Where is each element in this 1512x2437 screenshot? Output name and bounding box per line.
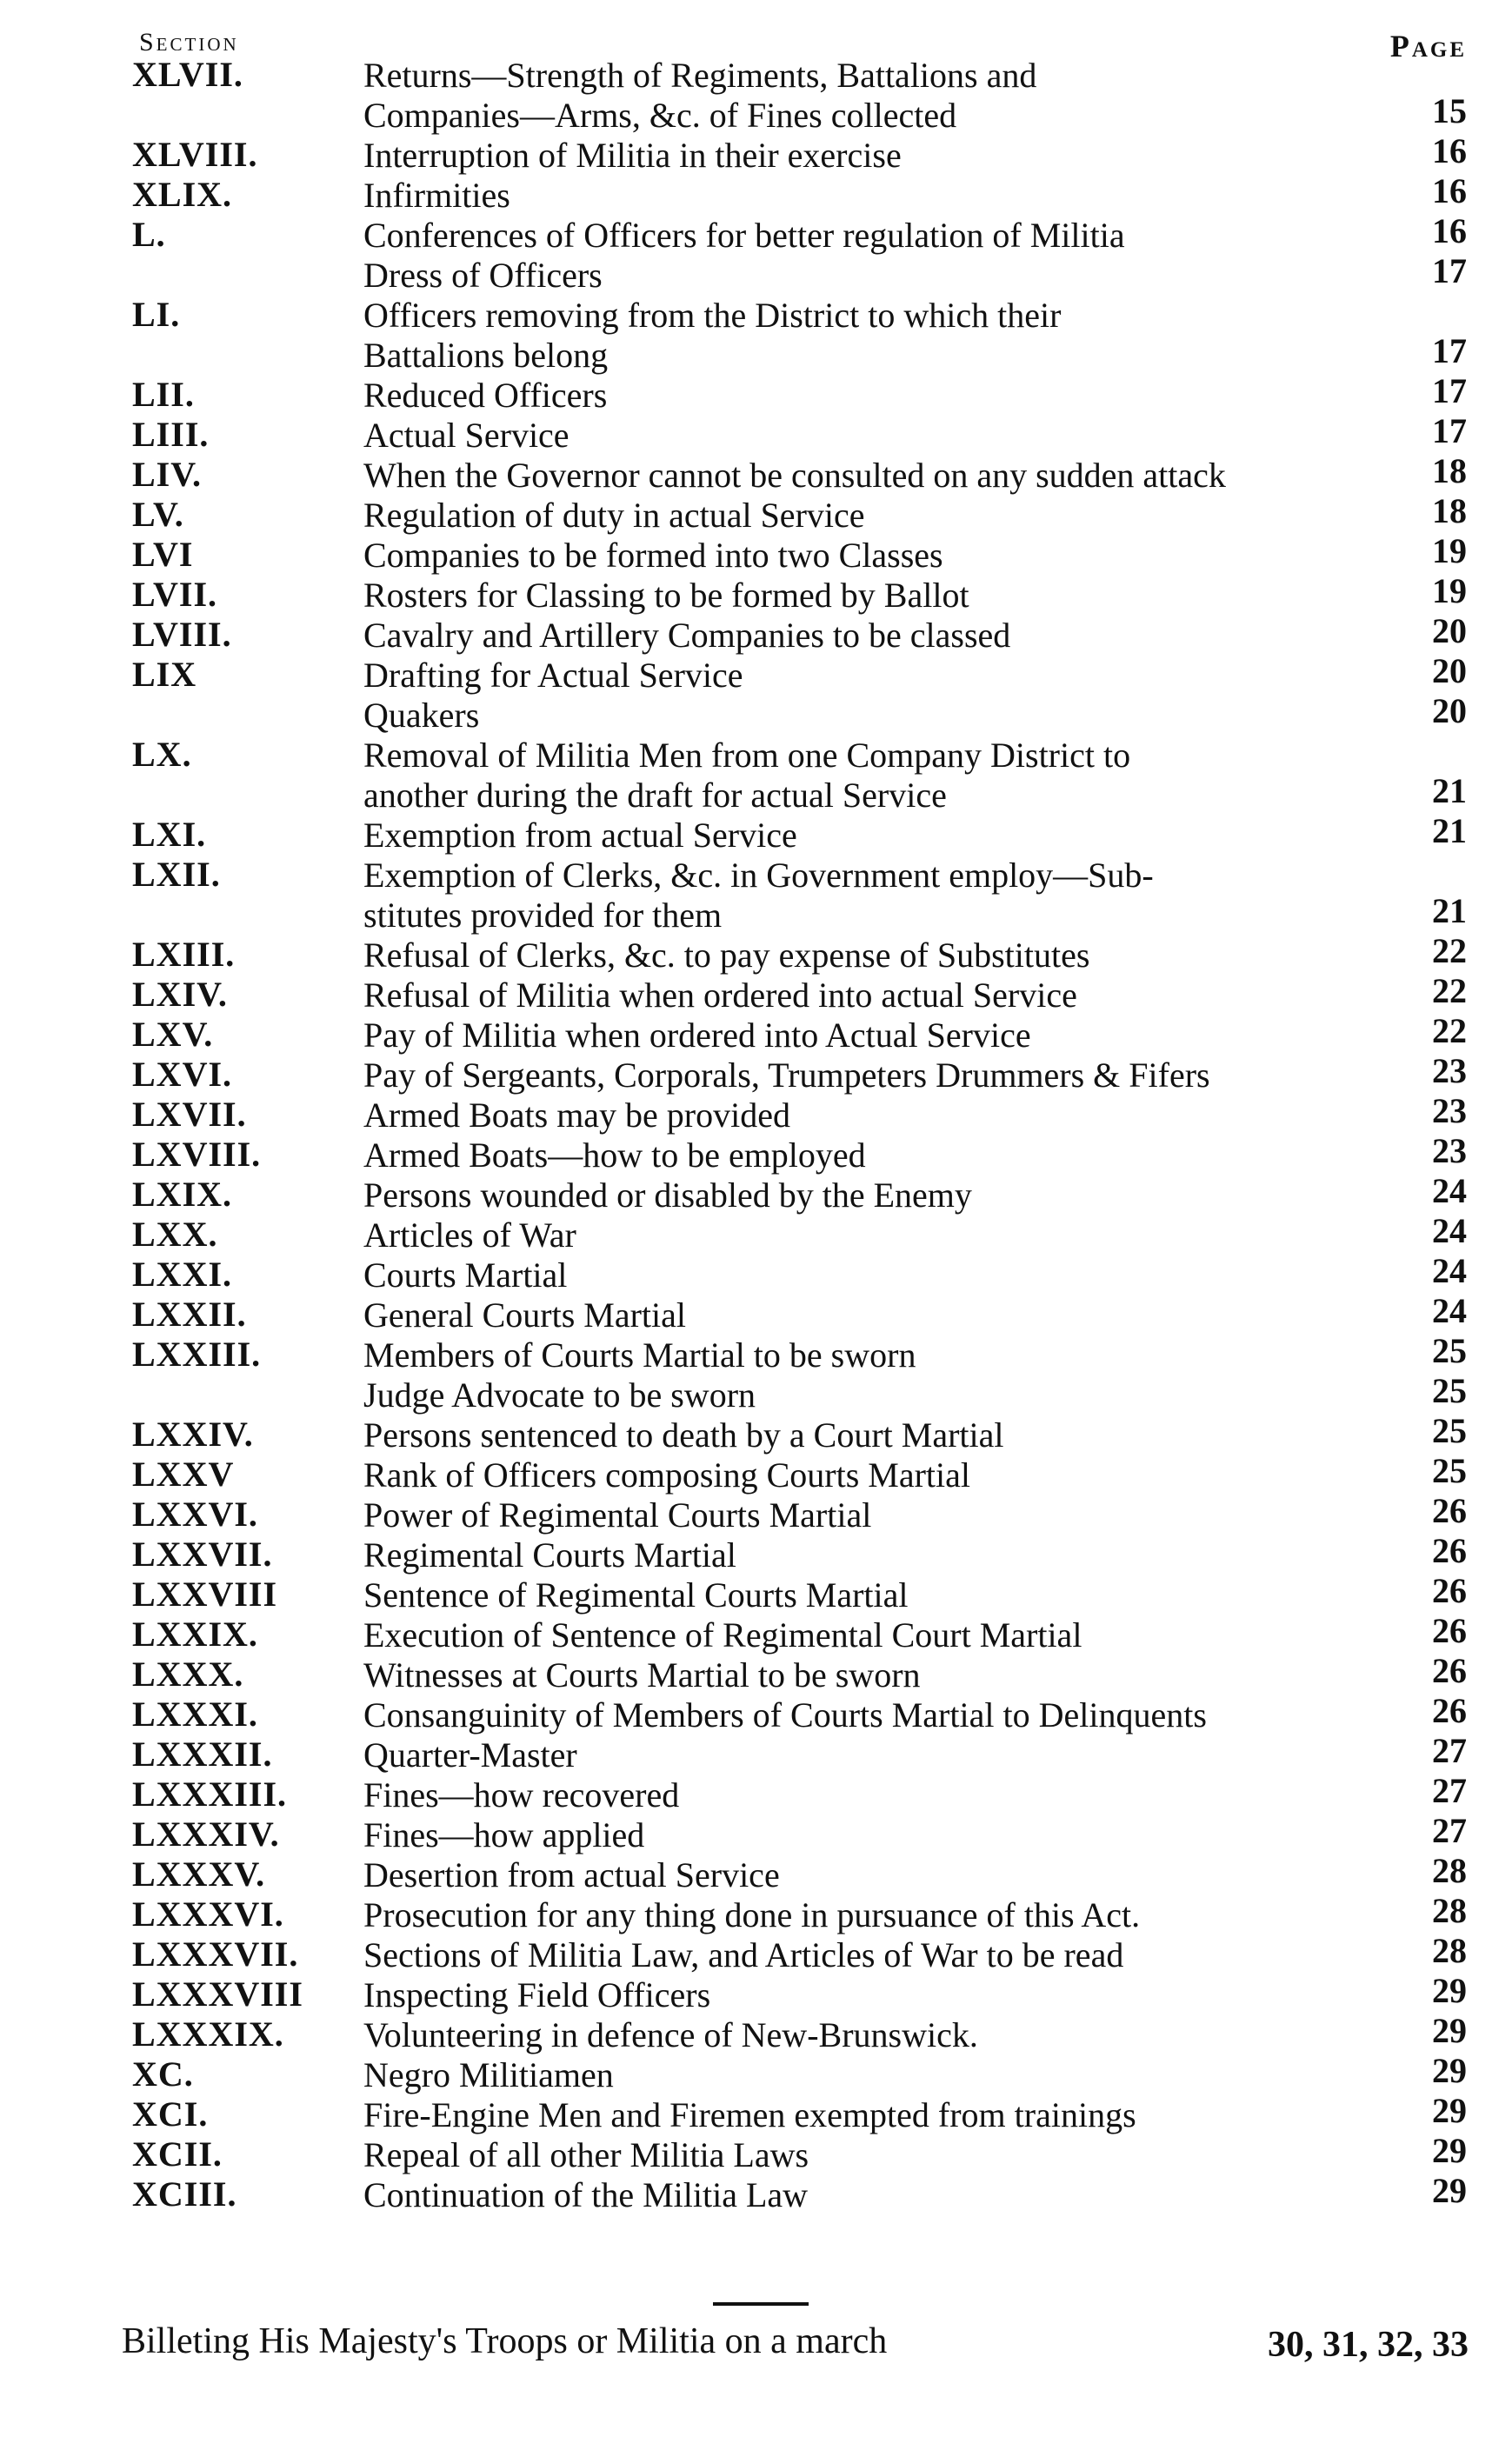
entry-title: Returns—Strength of Regiments, Battalions and Companies—Arms, &c. of Fines collected [363,56,1037,135]
entry-title: Desertion from actual Service [363,1855,780,1894]
toc-row [0,2131,1512,2174]
page-number: 25 [1432,1371,1467,1410]
page-number: 26 [1432,1491,1467,1530]
section-number: LXXXIX. [132,2014,284,2054]
page-number: 27 [1432,1731,1467,1770]
entry-title: Persons wounded or disabled by the Enemy [363,1175,972,1215]
page-column-header: Page [1389,29,1467,63]
entry-title: Pay of Militia when ordered into Actual Service [363,1015,1031,1055]
page-number: 16 [1432,211,1467,250]
entry-title: Officers removing from the District to which their Battalions belong [363,296,1062,375]
section-number: XCIII. [132,2174,237,2214]
entry-title: Members of Courts Martial to be sworn [363,1335,916,1375]
section-number: LXXXIII. [132,1774,288,1814]
entry-title: Volunteering in defence of New-Brunswick. [363,2015,978,2054]
page-number: 29 [1432,2011,1467,2050]
toc-row [0,1331,1512,1375]
entry-title: Witnesses at Courts Martial to be sworn [363,1655,921,1695]
section-number: LXXXVI. [132,1894,284,1934]
section-number: LXXIX. [132,1615,258,1654]
entry-title: Persons sentenced to death by a Court Martial [363,1415,1004,1455]
toc-row [0,411,1512,455]
section-number: LIII. [132,415,210,454]
toc-row [0,1891,1512,1934]
section-number: LXXXVII. [132,1934,299,1974]
page-number: 22 [1432,1011,1467,1050]
toc-row [0,1291,1512,1335]
page-number: 29 [1432,1971,1467,2010]
section-number: LXXIII. [132,1335,262,1374]
toc-row [0,1971,1512,2014]
section-number: LXXXII. [132,1735,273,1774]
entry-title: Dress of Officers [363,256,603,295]
entry-title: Quakers [363,696,480,735]
page-number: 28 [1432,1851,1467,1890]
page-number: 15 [1432,91,1467,130]
section-number: LXI. [132,815,207,854]
footer-entry-title: Billeting His Majesty's Troops or Militia on a march [122,2321,888,2361]
toc-row [0,1611,1512,1655]
section-number: LXIII. [132,935,236,974]
toc-row [0,211,1512,255]
toc-row [0,531,1512,575]
entry-title: Negro Militiamen [363,2055,614,2094]
page-number: 26 [1432,1571,1467,1610]
page-number: 18 [1432,451,1467,490]
entry-title: Rosters for Classing to be formed by Ballot [363,576,969,615]
footer-entry-pages: 30, 31, 32, 33 [1268,2325,1469,2365]
entry-title: Pay of Sergeants, Corporals, Trumpeters Drummers & Fifers [363,1055,1210,1095]
toc-row [0,491,1512,535]
entry-title: Reduced Officers [363,376,608,415]
section-number: LXIV. [132,975,228,1014]
entry-title: Removal of Militia Men from one Company District to another during the draft for actual Service [363,736,1131,815]
section-number: LX. [132,735,192,774]
section-number: XCII. [132,2134,223,2174]
page-number: 16 [1432,131,1467,170]
toc-row [0,691,1512,735]
page-number: 27 [1432,1771,1467,1810]
section-column-header: Section [139,28,239,57]
section-number: XLVIII. [132,135,258,174]
page-number: 24 [1432,1291,1467,1330]
toc-row [0,294,1512,374]
entry-title: Exemption of Clerks, &c. in Government employ—Sub- stitutes provided for them [363,856,1154,935]
section-number: XLVII. [132,55,243,94]
page-number: 27 [1432,1811,1467,1850]
section-number: LVII. [132,575,218,614]
entry-title: Cavalry and Artillery Companies to be classed [363,616,1011,655]
page-number: 25 [1432,1411,1467,1450]
page-number: 24 [1432,1251,1467,1290]
section-number: LXXXV. [132,1854,266,1894]
toc-row [0,1571,1512,1615]
page-number: 25 [1432,1331,1467,1370]
page-number: 26 [1432,1611,1467,1650]
section-number: LVI [132,535,194,574]
toc-row [0,611,1512,655]
page-number: 29 [1432,2171,1467,2210]
page-number: 20 [1432,651,1467,690]
page-number: 28 [1432,1891,1467,1930]
entry-title: Refusal of Militia when ordered into actual Service [363,975,1077,1015]
section-number: XLIX. [132,175,233,214]
page-number: 26 [1432,1651,1467,1690]
toc-row [0,2011,1512,2054]
page-number: 21 [1432,891,1467,930]
page-number: 20 [1432,611,1467,650]
toc-row [0,1771,1512,1814]
page-number: 19 [1432,571,1467,610]
toc-row [0,1451,1512,1495]
toc-row [0,1051,1512,1095]
entry-title: Refusal of Clerks, &c. to pay expense of Substitutes [363,936,1090,975]
section-number: LXXV [132,1455,235,1494]
entry-title: Power of Regimental Courts Martial [363,1495,872,1535]
toc-row [0,171,1512,215]
page-number: 29 [1432,2131,1467,2170]
page-number: 18 [1432,491,1467,530]
section-number: LXXX. [132,1655,244,1694]
toc-row [0,651,1512,695]
page-number: 21 [1432,771,1467,810]
entry-title: Armed Boats may be provided [363,1095,790,1135]
entry-title: Regulation of duty in actual Service [363,496,865,535]
page-number: 26 [1432,1691,1467,1730]
section-number: LXXIV. [132,1415,254,1454]
toc-row [0,451,1512,495]
section-number: LIX [132,655,197,694]
entry-title: Sentence of Regimental Courts Martial [363,1575,909,1615]
toc-row [0,2091,1512,2134]
page-number: 23 [1432,1131,1467,1170]
entry-title: Fire-Engine Men and Firemen exempted from trainings [363,2095,1136,2134]
section-number: LXII. [132,855,221,894]
toc-row [0,2051,1512,2094]
page-number: 24 [1432,1171,1467,1210]
toc-row [0,1691,1512,1735]
toc-row [0,971,1512,1015]
section-number: LXXVIII [132,1575,278,1614]
entry-title: Rank of Officers composing Courts Martial [363,1455,971,1495]
section-number: LXVI. [132,1055,233,1094]
entry-title: Fines—how applied [363,1815,645,1854]
entry-title: Judge Advocate to be sworn [363,1375,756,1415]
section-number: L. [132,215,166,254]
entry-title: Articles of War [363,1215,576,1255]
toc-row [0,734,1512,814]
toc-row [0,1851,1512,1894]
entry-title: Repeal of all other Militia Laws [363,2135,809,2174]
page-number: 29 [1432,2051,1467,2090]
entry-title: Execution of Sentence of Regimental Court Martial [363,1615,1082,1655]
section-number: LXVII. [132,1095,247,1134]
toc-row [0,131,1512,175]
section-number: LXXI. [132,1255,233,1294]
toc-row [0,1411,1512,1455]
toc-row [0,251,1512,295]
page-number: 28 [1432,1931,1467,1970]
toc-row [0,1131,1512,1175]
section-number: LXXXIV. [132,1814,280,1854]
entry-title: Armed Boats—how to be employed [363,1135,866,1175]
page-number: 22 [1432,931,1467,970]
entry-title: Consanguinity of Members of Courts Martial to Delinquents [363,1695,1207,1735]
entry-title: When the Governor cannot be consulted on any sudden attack [363,456,1226,495]
toc-row [0,1811,1512,1854]
page-number: 20 [1432,691,1467,730]
toc-row [0,571,1512,615]
section-number: LXXII. [132,1295,247,1334]
section-number: LXXVI. [132,1495,258,1534]
section-number: LIV. [132,455,202,494]
section-number: LXIX. [132,1175,233,1214]
toc-row [0,371,1512,415]
entry-title: Interruption of Militia in their exercise [363,136,902,175]
page-number: 29 [1432,2091,1467,2130]
page-number: 24 [1432,1211,1467,1250]
section-number: LXXXVIII [132,1974,303,2014]
page-number: 22 [1432,971,1467,1010]
toc-row [0,1651,1512,1695]
toc-row [0,1011,1512,1055]
toc-row [0,1251,1512,1295]
toc-row [0,1931,1512,1974]
toc-row [0,2171,1512,2214]
toc-row [0,811,1512,855]
entry-title: Continuation of the Militia Law [363,2175,809,2214]
divider-rule [713,2302,809,2306]
entry-title: Sections of Militia Law, and Articles of War to be read [363,1935,1124,1974]
entry-title: Courts Martial [363,1255,568,1295]
toc-row [0,1211,1512,1255]
section-number: LXVIII. [132,1135,262,1174]
page-number: 26 [1432,1531,1467,1570]
toc-row [0,1091,1512,1135]
toc-row [0,1531,1512,1575]
entry-title: Drafting for Actual Service [363,656,743,695]
page-number: 25 [1432,1451,1467,1490]
entry-title: Fines—how recovered [363,1775,680,1814]
entry-title: Prosecution for any thing done in pursuance of this Act. [363,1895,1141,1934]
toc-row [0,1171,1512,1215]
page-number: 17 [1432,251,1467,290]
toc-row [0,854,1512,934]
entry-title: Quarter-Master [363,1735,577,1774]
entry-title: Companies to be formed into two Classes [363,536,943,575]
page-number: 17 [1432,371,1467,410]
section-number: LXX. [132,1215,218,1254]
page-number: 19 [1432,531,1467,570]
entry-title: Conferences of Officers for better regulation of Militia [363,216,1125,255]
section-number: XC. [132,2054,194,2094]
toc-row [0,1491,1512,1535]
toc-row [0,1371,1512,1415]
page-number: 21 [1432,811,1467,850]
entry-title: General Courts Martial [363,1295,686,1335]
entry-title: Infirmities [363,176,510,215]
section-number: LXXXI. [132,1695,258,1734]
entry-title: Actual Service [363,416,569,455]
entry-title: Exemption from actual Service [363,816,797,855]
page-number: 17 [1432,331,1467,370]
entry-title: Regimental Courts Martial [363,1535,736,1575]
section-number: LI. [132,295,181,334]
toc-row [0,931,1512,975]
section-number: XCI. [132,2094,209,2134]
section-number: LXXVII. [132,1535,273,1574]
section-number: LXV. [132,1015,214,1054]
table-of-contents [0,54,1512,2214]
page-number: 16 [1432,171,1467,210]
toc-row [0,1731,1512,1774]
page-number: 23 [1432,1091,1467,1130]
page-number: 23 [1432,1051,1467,1090]
section-number: LV. [132,495,184,534]
section-number: LII. [132,375,195,414]
entry-title: Inspecting Field Officers [363,1975,711,2014]
page-number: 17 [1432,411,1467,450]
toc-row [0,54,1512,134]
section-number: LVIII. [132,615,232,654]
